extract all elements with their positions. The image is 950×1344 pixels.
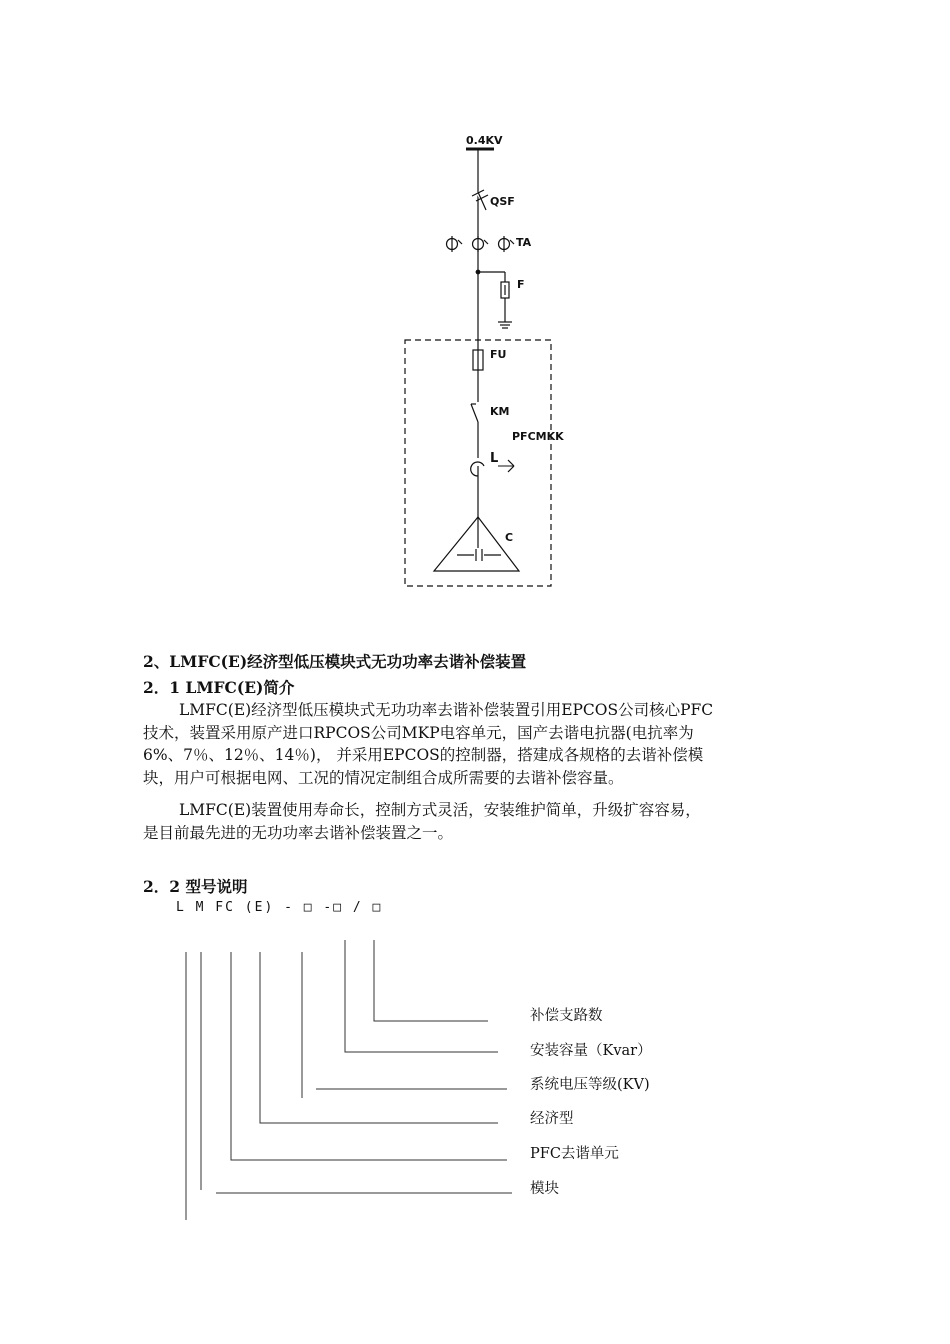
model-label-module: 模块 [530, 1181, 559, 1197]
model-code: L M FC (E) - □ -□ / □ [176, 900, 383, 915]
label-fu: FU [490, 348, 507, 361]
label-ta: TA [516, 236, 532, 249]
section-2-title: 2、LMFC(E)经济型低压模块式无功功率去谐补偿装置 [143, 652, 527, 671]
section-2-1-title: 2．1 LMFC(E)简介 [143, 678, 295, 697]
label-f: F [517, 278, 525, 291]
section-2-2-title: 2．2 型号说明 [143, 877, 248, 896]
paragraph-line: 是目前最先进的无功功率去谐补偿装置之一。 [143, 823, 454, 842]
model-label-pfc-unit: PFC去谐单元 [530, 1146, 619, 1162]
label-c: C [505, 531, 514, 544]
model-label-capacity: 安装容量（Kvar） [530, 1043, 652, 1059]
label-module: PFCMKK [512, 430, 564, 443]
paragraph-line: LMFC(E)经济型低压模块式无功功率去谐补偿装置引用EPCOS公司核心PFC [179, 701, 714, 719]
label-l: L [490, 451, 499, 466]
paragraph-line: 6%、7％、12％、14％)， 并采用EPCOS的控制器，搭建成各规格的去谐补偿模 [143, 746, 704, 764]
model-label-voltage: 系统电压等级(KV) [530, 1077, 650, 1093]
model-label-branches: 补偿支路数 [530, 1008, 603, 1024]
model-label-economy: 经济型 [530, 1111, 574, 1127]
paragraph-line: LMFC(E)装置使用寿命长，控制方式灵活，安装维护简单，升级扩容容易， [179, 801, 701, 819]
label-qsf: QSF [490, 195, 515, 208]
label-bus-voltage: 0.4KV [466, 134, 503, 147]
paragraph-line: 块，用户可根据电网、工况的情况定制组合成所需要的去谐补偿容量。 [143, 768, 624, 787]
label-km: KM [490, 405, 510, 418]
paragraph-line: 技术，装置采用原产进口RPCOS公司MKP电容单元，国产去谐电抗器(电抗率为 [143, 723, 694, 742]
